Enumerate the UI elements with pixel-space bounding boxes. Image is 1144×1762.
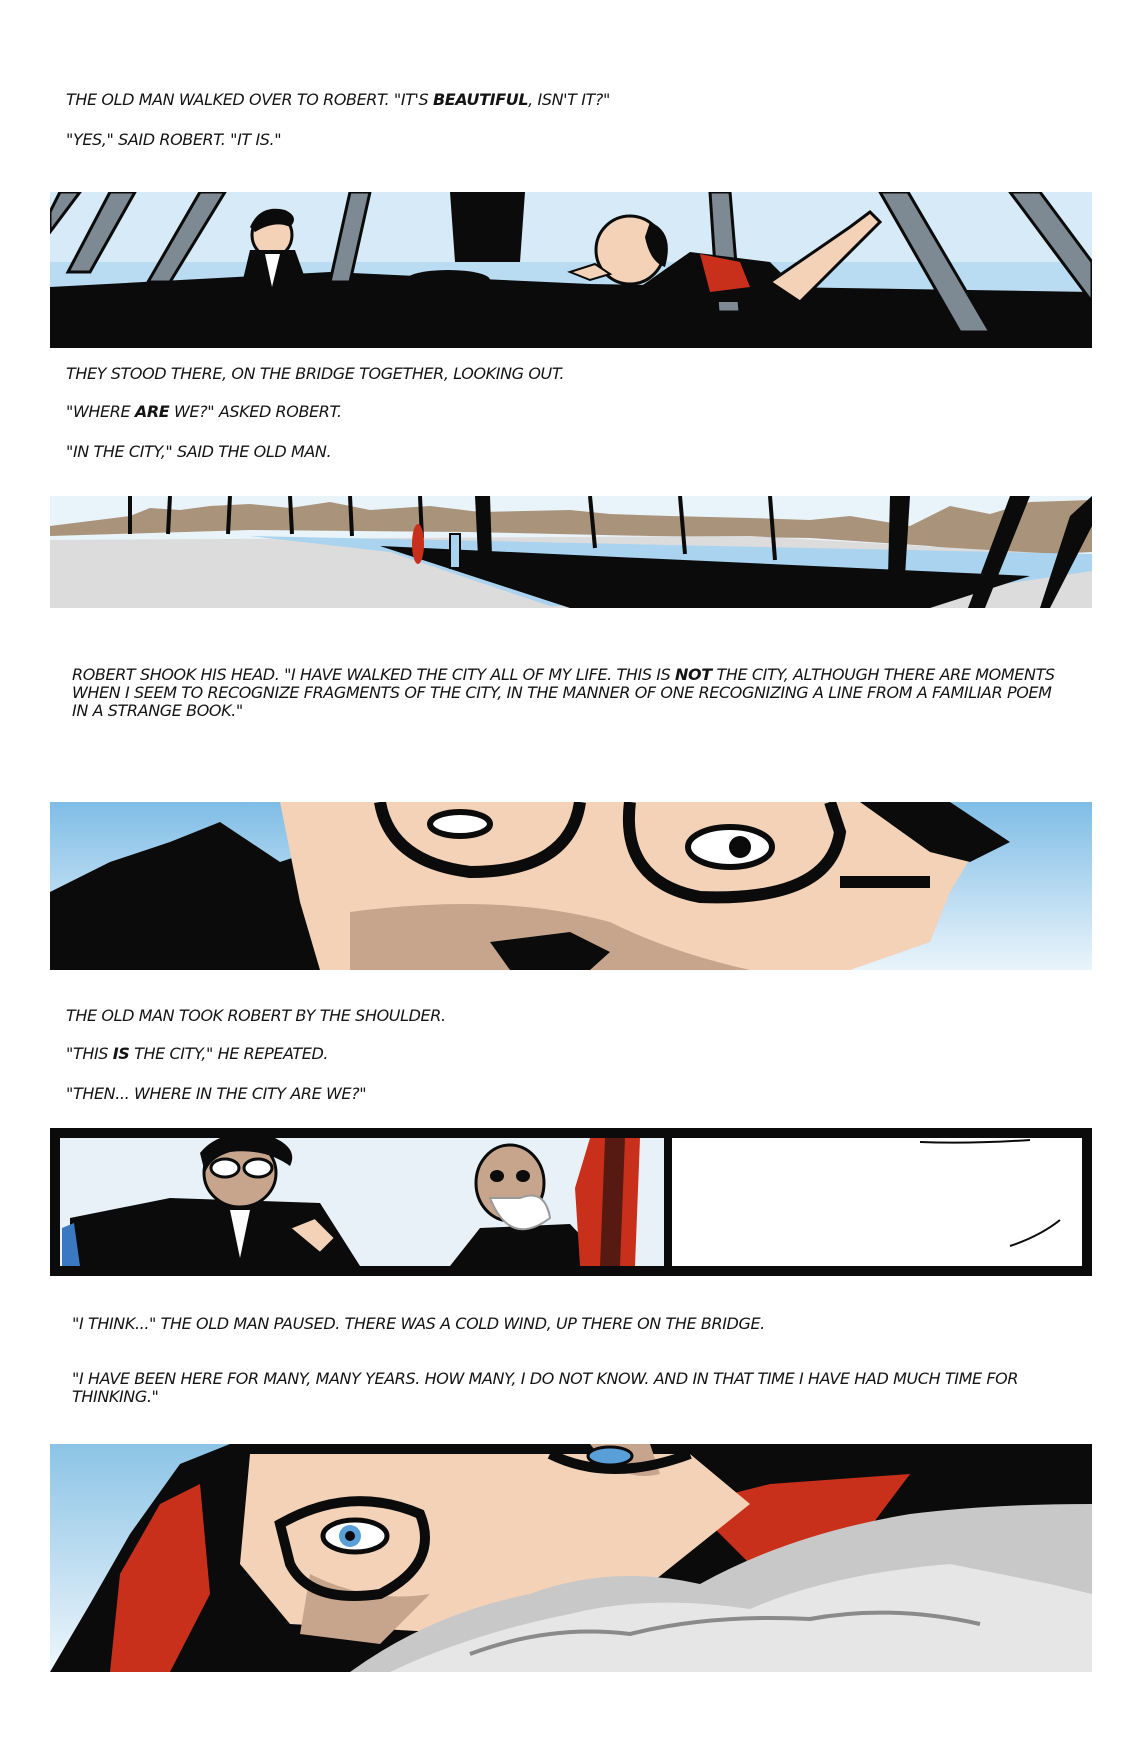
caption-1-emphasis: BEAUTIFUL <box>432 90 529 109</box>
caption-9: "THEN... WHERE IN THE CITY ARE WE?" <box>66 1084 367 1103</box>
caption-4: "WHERE ARE WE?" ASKED ROBERT. <box>66 402 342 421</box>
caption-6: ROBERT SHOOK HIS HEAD. "I HAVE WALKED THE CITY ALL OF MY LIFE. THIS IS NOT THE CITY, ALTHOUGH THERE ARE MOMENTS WHEN I SEEM TO RECOGNIZE FRAGMENTS OF THE CITY, IN THE MANNER OF ONE RECOGNIZING A LINE FROM A FAMILIAR POEM IN A STRANGE BOOK." <box>72 665 1055 720</box>
panel-3-robert-closeup <box>50 802 1092 970</box>
caption-3: THEY STOOD THERE, ON THE BRIDGE TOGETHER, LOOKING OUT. <box>66 364 565 383</box>
caption-5: "IN THE CITY," SAID THE OLD MAN. <box>66 442 332 461</box>
caption-4-emphasis: ARE <box>134 402 170 421</box>
caption-1: THE OLD MAN WALKED OVER TO ROBERT. "IT'S BEAUTIFUL, ISN'T IT?" <box>66 90 610 109</box>
panel-4-robert-and-old-man <box>50 1128 1092 1276</box>
panel-5-old-man-closeup <box>50 1444 1092 1672</box>
caption-8-emphasis: IS <box>112 1044 130 1063</box>
caption-2: "YES," SAID ROBERT. "IT IS." <box>66 130 282 149</box>
caption-6-emphasis: NOT <box>675 665 712 684</box>
panel-2-bridge-walkway <box>50 496 1092 608</box>
panel-1-bridge-railing <box>50 192 1092 348</box>
caption-10: "I THINK..." THE OLD MAN PAUSED. THERE WAS A COLD WIND, UP THERE ON THE BRIDGE. <box>72 1314 765 1333</box>
caption-11: "I HAVE BEEN HERE FOR MANY, MANY YEARS. HOW MANY, I DO NOT KNOW. AND IN THAT TIME I HAVE HAD MUCH TIME FOR THINKING." <box>72 1369 1019 1406</box>
caption-8: "THIS IS THE CITY," HE REPEATED. <box>66 1044 329 1063</box>
caption-7: THE OLD MAN TOOK ROBERT BY THE SHOULDER. <box>66 1006 446 1025</box>
